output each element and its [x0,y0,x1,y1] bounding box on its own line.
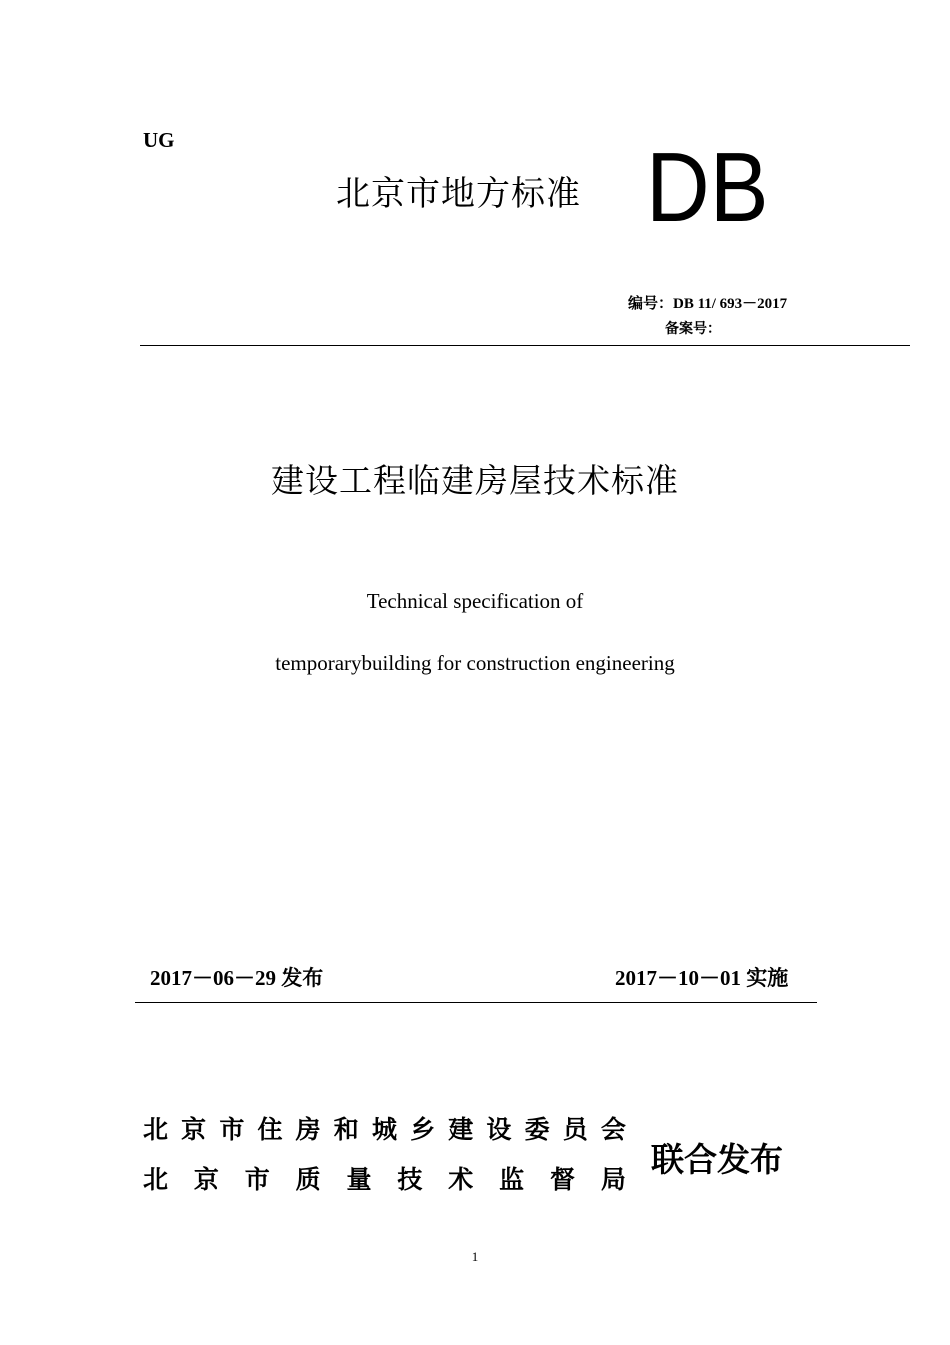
record-number: 备案号： [665,321,721,337]
dates-divider [135,1002,817,1003]
issuer-char: 乡 [410,1115,436,1144]
issuer-char: 建 [448,1115,474,1144]
issuer-housing-commission [143,1110,626,1146]
document-title-zh: 建设工程临建房屋技术标准 [271,461,679,500]
issuer-char: 会 [600,1115,626,1144]
issuer-char: 员 [562,1115,588,1144]
header-divider [140,345,910,346]
issuer-char: 技 [397,1165,423,1194]
issuer-char: 局 [600,1165,626,1194]
issuer-char: 京 [193,1165,219,1194]
db-standard-mark: DB [646,132,769,242]
joint-release-label: 联合发布 [651,1140,783,1179]
document-title-en-line2: temporarybuilding for construction engineering [275,651,675,675]
issuer-char: 量 [346,1165,372,1194]
issuer-char: 住 [257,1115,283,1144]
page-number: 1 [471,1249,479,1264]
issuer-char: 市 [244,1165,270,1194]
issuer-quality-bureau [143,1160,626,1196]
issuer-char: 和 [333,1115,359,1144]
issuer-char: 房 [295,1115,321,1144]
standard-code: 编号：DB 11/ 693－2017 [628,296,788,312]
document-title-en-line1: Technical specification of [366,589,584,613]
issuer-char: 市 [219,1115,245,1144]
issuer-char: 北 [143,1165,169,1194]
classification-code: UG [143,128,175,152]
effective-date: 2017－10－01 实施 [615,966,789,990]
issuer-char: 监 [499,1165,525,1194]
issuer-char: 北 [143,1115,169,1144]
issue-date: 2017－06－29 发布 [150,966,324,990]
issuer-char: 术 [448,1165,474,1194]
issuer-char: 京 [181,1115,207,1144]
issuer-char: 委 [524,1115,550,1144]
issuer-char: 城 [371,1115,397,1144]
issuer-char: 质 [295,1165,321,1194]
standard-type-title: 北京市地方标准 [336,174,581,214]
issuer-char: 督 [550,1165,576,1194]
issuer-char: 设 [486,1115,512,1144]
